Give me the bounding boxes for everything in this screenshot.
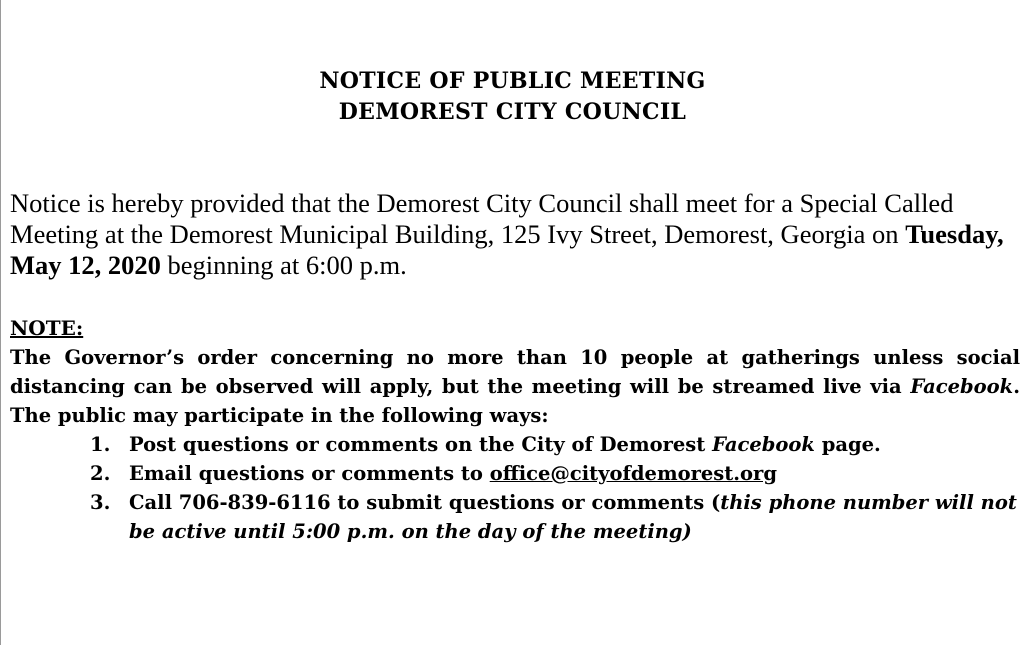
list-text: Email questions or comments to (129, 462, 490, 485)
note-body-after: . The public may participate in the following ways: (10, 375, 1020, 427)
email-link[interactable]: office@cityofdemorest.org (489, 462, 777, 485)
list-number: 1. (90, 433, 111, 456)
note-body (10, 343, 1020, 430)
title-line-1: NOTICE OF PUBLIC MEETING (319, 68, 706, 94)
list-item (10, 430, 1020, 459)
document-title (10, 66, 1015, 128)
page-left-edge (0, 0, 1, 645)
notice-text-before: Notice is hereby provided that the Demorest City Council shall meet for a Special Called Meeting at the Demorest Municipal Building, 125 Ivy Street, Demorest, Georgia on (10, 188, 954, 249)
list-item (10, 459, 1020, 488)
list-text: Post questions or comments on the City of Demorest (129, 433, 713, 456)
list-facebook: Facebook (712, 433, 815, 456)
list-number: 3. (90, 491, 111, 514)
title-line-2: DEMOREST CITY COUNCIL (338, 99, 687, 125)
note-heading: NOTE: (10, 316, 84, 340)
list-number: 2. (90, 462, 111, 485)
note-body-before: The Governor’s order concerning no more than 10 people at gatherings unless social distancing can be observed will apply, but the meeting will be streamed live via (10, 346, 1020, 398)
participation-list (10, 430, 1020, 546)
list-item (10, 488, 1020, 546)
note-section (10, 314, 1020, 546)
list-text-after: page. (814, 433, 881, 456)
note-facebook: Facebook (910, 375, 1014, 398)
meeting-date: Tuesday, May 12, 2020 (10, 219, 1004, 280)
list-text: Call 706-839-6116 to submit questions or comments ( (129, 491, 721, 514)
list-phone-note: this phone number will not be active until 5:00 p.m. on the day of the meeting) (129, 491, 1017, 543)
notice-paragraph (10, 188, 1015, 281)
notice-text-after: beginning at 6:00 p.m. (160, 250, 407, 280)
